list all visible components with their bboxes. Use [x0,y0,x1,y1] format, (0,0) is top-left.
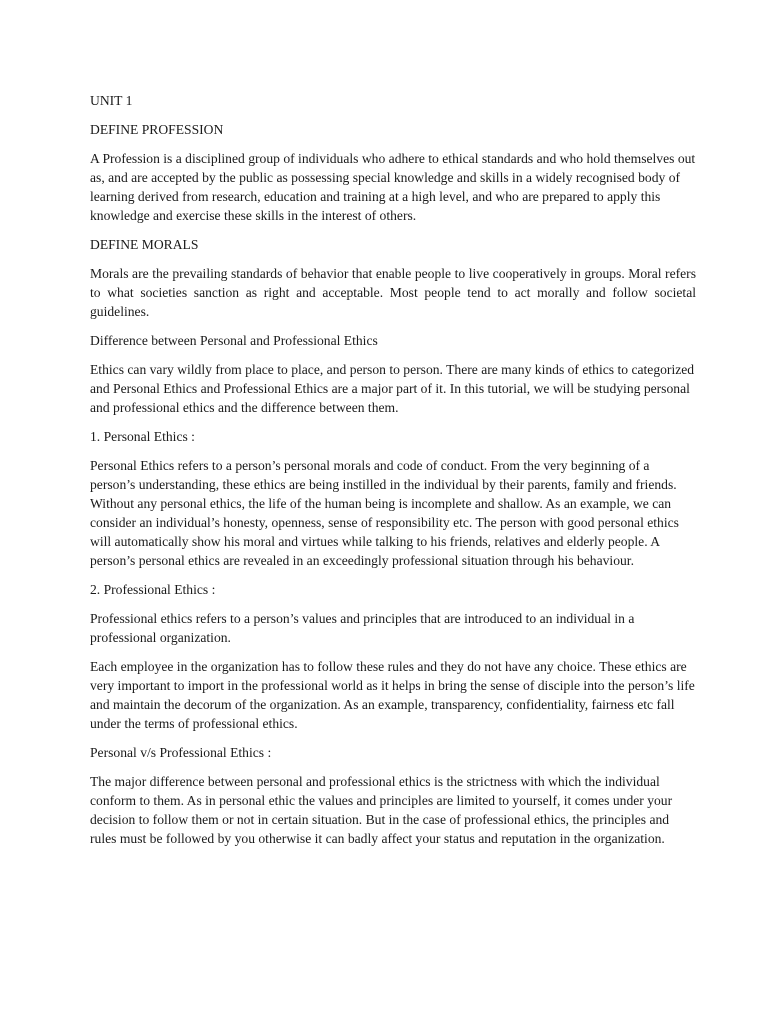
subheading-personal-ethics: 1. Personal Ethics : [90,429,195,444]
section-heading-profession: DEFINE PROFESSION [90,122,224,137]
subheading-personal-vs-professional: Personal v/s Professional Ethics : [90,745,272,760]
paragraph-morals-definition: Morals are the prevailing standards of behavior that enable people to live cooperatively in groups. Moral refers to what societies sanction as right and acceptable. Most people tend to act morally and follow societal guidelines. [90,266,696,319]
paragraph-major-difference: The major difference between personal and professional ethics is the strictness with which the individual conform to them. As in personal ethic the values and principles are limited to yourself, it comes under your decision to follow them or not in certain situation. But in the case of professional ethics, the principles and rules must be followed by you otherwise it can badly affect your status and reputation in the organization. [90,774,673,846]
paragraph-ethics-intro: Ethics can vary wildly from place to place, and person to person. There are many kinds of ethics to categorized and Personal Ethics and Professional Ethics are a major part of it. In this tutorial, we will be studying personal and professional ethics and the difference between them. [90,362,695,415]
document-page [90,91,696,858]
paragraph-personal-ethics: Personal Ethics refers to a person’s personal morals and code of conduct. From the very beginning of a person’s understanding, these ethics are being instilled in the individual by their parents, family and friends. Without any personal ethics, the life of the human being is incomplete and shallow. As an example, we can consider an individual’s honesty, openness, sense of responsibility etc. The person with good personal ethics will automatically show his moral and virtues while talking to his friends, relatives and elderly people. A person’s personal ethics are revealed in an exceedingly professional situation through his behaviour. [90,458,679,568]
paragraph-professional-ethics: Professional ethics refers to a person’s values and principles that are introduced to an individual in a professional organization. [90,611,635,645]
paragraph-employee-rules: Each employee in the organization has to follow these rules and they do not have any choice. These ethics are very important to import in the professional world as it helps in bring the sense of disciple into the person’s life and maintain the decorum of the organization. As an example, transparency, confidentiality, fairness etc fall under the terms of professional ethics. [90,659,695,731]
section-heading-difference: Difference between Personal and Professional Ethics [90,333,378,348]
unit-title: UNIT 1 [90,93,133,108]
paragraph-profession-definition: A Profession is a disciplined group of individuals who adhere to ethical standards and who hold themselves out as, and are accepted by the public as possessing special knowledge and skills in a widely recognised body of learning derived from research, education and training at a high level, and who are prepared to apply this knowledge and exercise these skills in the interest of others. [90,151,696,223]
subheading-professional-ethics: 2. Professional Ethics : [90,582,216,597]
section-heading-morals: DEFINE MORALS [90,237,199,252]
